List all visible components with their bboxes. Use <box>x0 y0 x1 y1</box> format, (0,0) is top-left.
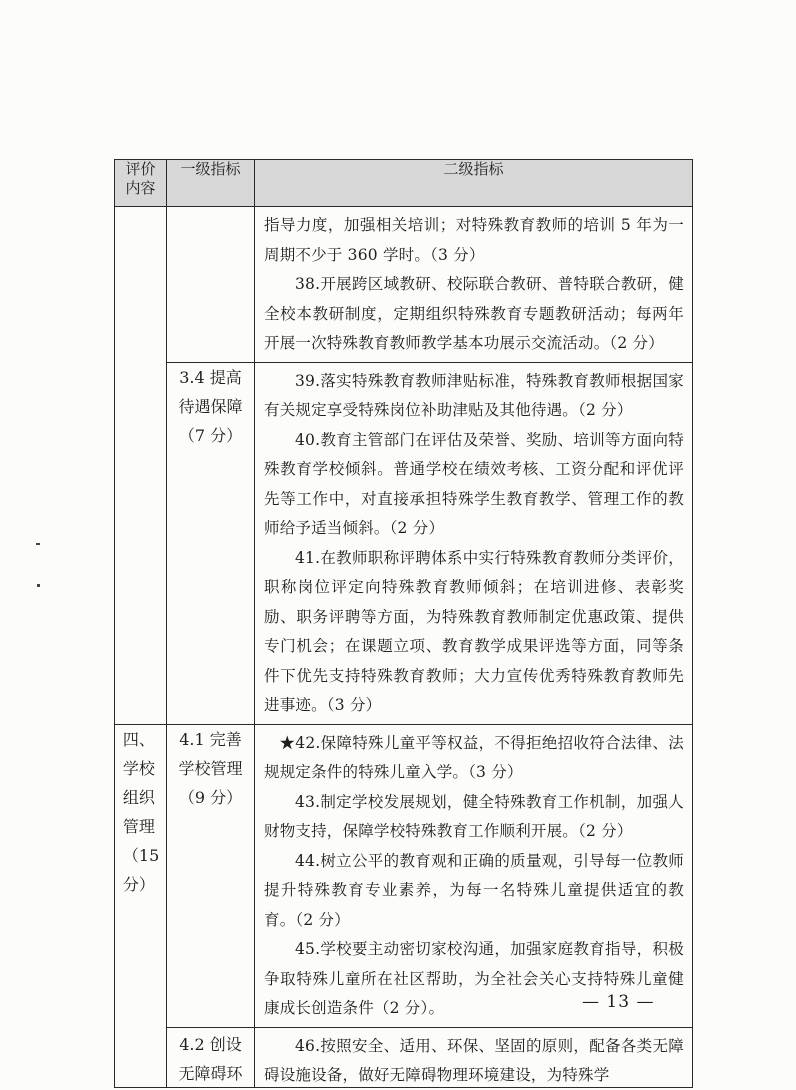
table-header-row <box>115 160 693 207</box>
indicator-item: 45.学校要主动密切家校沟通，加强家庭教育指导，积极争取特殊儿童所在社区帮助，为全社会关心支持特殊儿童健康成长创造条件（2 分）。 <box>264 940 684 1017</box>
level-1-indicator-cell: 4.1 完善学校管理（9 分） <box>167 724 255 1027</box>
indicator-item: 41.在教师职称评聘体系中实行特殊教育教师分类评价，职称岗位评定向特殊教育教师倾斜；在培训进修、表彰奖励、职务评聘等方面，为特殊教育教师制定优惠政策、提供专门机会；在课题立项、教育教学成果评选等方面，同等条件下优先支持特殊教育教师；大力宣传优秀特殊教育教师先进事迹。（3 分） <box>264 548 684 714</box>
level-1-indicator-cell: 3.4 提高待遇保障（7 分） <box>167 362 255 724</box>
table-row <box>115 724 693 1027</box>
indicator-item: 43.制定学校发展规划，健全特殊教育工作机制，加强人财物支持，保障学校特殊教育工作顺利开展。（2 分） <box>264 792 684 840</box>
scan-mark <box>36 543 40 545</box>
evaluation-content-cell: 四、学校组织管理（15 分） <box>115 724 167 1087</box>
indicator-item: 40.教育主管部门在评估及荣誉、奖励、培训等方面向特殊教育学校倾斜。普通学校在绩效考核、工资分配和评优评先等工作中，对直接承担特殊学生教育教学、管理工作的教师给予适当倾斜。（2 分） <box>264 430 684 537</box>
header-evaluation-content: 评价内容 <box>115 160 167 207</box>
scan-mark <box>37 584 40 587</box>
evaluation-table <box>114 159 693 1088</box>
header-level-2-indicator: 二级指标 <box>255 160 693 207</box>
indicator-item: 44.树立公平的教育观和正确的质量观，引导每一位教师提升特殊教育专业素养，为每一名特殊儿童提供适宜的教育。（2 分） <box>264 851 684 929</box>
indicator-item: 38.开展跨区域教研、校际联合教研、普特联合教研，健全校本教研制度，定期组织特殊教育专题教研活动；每两年开展一次特殊教育教师教学基本功展示交流活动。（2 分） <box>264 275 684 352</box>
level-2-indicator-cell <box>255 362 693 724</box>
level-2-indicator-cell <box>255 1027 693 1087</box>
indicator-item: 指导力度，加强相关培训；对特殊教育教师的培训 5 年为一周期不少于 360 学时。（3 分） <box>264 216 684 264</box>
indicator-item: ★42.保障特殊儿童平等权益，不得拒绝招收符合法律、法规规定条件的特殊儿童入学。（3 分） <box>264 733 684 781</box>
header-level-1-indicator: 一级指标 <box>167 160 255 207</box>
level-1-indicator-cell: 4.2 创设无障碍环 <box>167 1027 255 1087</box>
level-2-indicator-cell <box>255 207 693 363</box>
level-1-indicator-cell <box>167 207 255 363</box>
table-row <box>115 207 693 363</box>
table-row <box>115 362 693 724</box>
evaluation-content-cell <box>115 207 167 725</box>
page-number: — 13 — <box>582 992 655 1012</box>
level-2-indicator-cell <box>255 724 693 1027</box>
table-row <box>115 1027 693 1087</box>
indicator-item: 46.按照安全、适用、环保、坚固的原则，配备各类无障碍设施设备，做好无障碍物理环境建设，为特殊学 <box>264 1036 684 1084</box>
indicator-item: 39.落实特殊教育教师津贴标准，特殊教育教师根据国家有关规定享受特殊岗位补助津贴及其他待遇。（2 分） <box>264 371 684 419</box>
